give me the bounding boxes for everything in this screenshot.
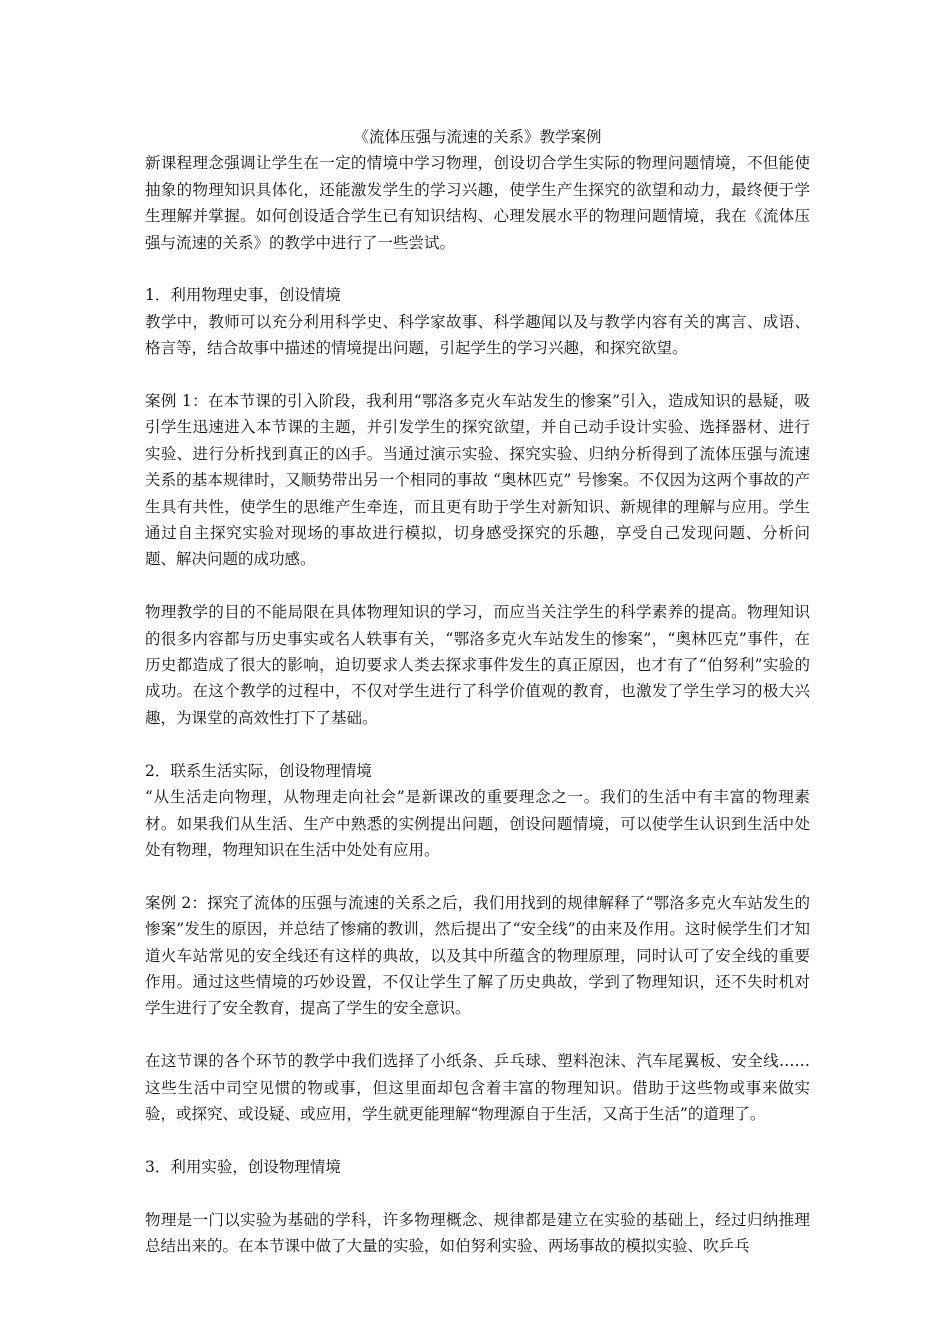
section-2-paragraph: “从生活走向物理，从物理走向社会”是新课改的重要理念之一。我们的生活中有丰富的物理素材。如果我们从生活、生产中熟悉的实例提出问题，创设问题情境，可以使学生认识到生活中处处有物理，物理知识在生活中处处有应用。 bbox=[145, 788, 810, 859]
paragraph-spacer bbox=[145, 1022, 810, 1048]
paragraph-spacer bbox=[145, 256, 810, 282]
paragraph-spacer bbox=[145, 1127, 810, 1153]
section-1-heading: 1．利用物理史事，创设情境 bbox=[145, 286, 341, 305]
paragraph-spacer bbox=[145, 362, 810, 388]
section-2-discussion-paragraph: 在这节课的各个环节的教学中我们选择了小纸条、乒乓球、塑料泡沫、汽车尾翼板、安全线……这些生活中司空见惯的物或事，但这里面却包含着丰富的物理知识。借助于这些物或事来做实验，或探究、或设疑、或应用，学生就更能理解“物理源自于生活，又高于生活”的道理了。 bbox=[145, 1052, 810, 1123]
paragraph-spacer bbox=[145, 731, 810, 757]
paragraph-spacer bbox=[145, 1180, 810, 1206]
section-3-paragraph: 物理是一门以实验为基础的学科，许多物理概念、规律都是建立在实验的基础上，经过归纳推理总结出来的。在本节课中做了大量的实验，如伯努利实验、两场事故的模拟实验、吹乒乓 bbox=[145, 1210, 810, 1255]
case-2-paragraph: 案例 2：探究了流体的压强与流速的关系之后，我们用找到的规律解释了“鄂洛多克火车站发生的惨案”发生的原因，并总结了惨痛的教训，然后提出了“安全线”的由来及作用。这时候学生们才知道火车站常见的安全线还有这样的典故，以及其中所蕴含的物理原理，同时认可了安全线的重要作用。通过这些情境的巧妙设置，不仅让学生了解了历史典故，学到了物理知识，还不失时机对学生进行了安全教育，提高了学生的安全意识。 bbox=[145, 893, 810, 1018]
case-1-paragraph: 案例 1：在本节课的引入阶段，我利用“鄂洛多克火车站发生的惨案”引入，造成知识的悬疑，吸引学生迅速进入本节课的主题，并引发学生的探究欲望，并自己动手设计实验、选择器材、进行实验、进行分析找到真正的凶手。当通过演示实验、探究实验、归纳分析得到了流体压强与流速关系的基本规律时，又顺势带出另一个相同的事故 “奥林匹克” 号惨案。不仅因为这两个事故的产生具有共性，使学生的思维产生牵连，而且更有助于学生对新知识、新规律的理解与应用。学生通过自主探究实验对现场的事故进行模拟，切身感受探究的乐趣，享受自己发现问题、分析问题、解决问题的成功感。 bbox=[145, 392, 810, 569]
section-3-heading: 3．利用实验，创设物理情境 bbox=[145, 1157, 341, 1176]
intro-paragraph: 新课程理念强调让学生在一定的情境中学习物理，创设切合学生实际的物理问题情境，不但能使抽象的物理知识具体化，还能激发学生的学习兴趣，使学生产生探究的欲望和动力，最终便于学生理解并掌握。如何创设适合学生已有知识结构、心理发展水平的物理问题情境，我在《流体压强与流速的关系》的教学中进行了一些尝试。 bbox=[145, 154, 810, 252]
section-1-discussion-paragraph: 物理教学的目的不能局限在具体物理知识的学习，而应当关注学生的科学素养的提高。物理知识的很多内容都与历史事实或名人轶事有关，“鄂洛多克火车站发生的惨案”，“奥林匹克”事件，在历史都造成了很大的影响，迫切要求人类去探求事件发生的真正原因，也才有了“伯努利”实验的成功。在这个教学的过程中，不仅对学生进行了科学价值观的教育，也激发了学生学习的极大兴趣，为课堂的高效性打下了基础。 bbox=[145, 603, 810, 727]
document-body bbox=[145, 124, 810, 1259]
paragraph-spacer bbox=[145, 573, 810, 599]
section-2-heading: 2．联系生活实际，创设物理情境 bbox=[145, 761, 372, 780]
section-1-paragraph: 教学中，教师可以充分利用科学史、科学家故事、科学趣闻以及与教学内容有关的寓言、成语、格言等，结合故事中描述的情境提出问题，引起学生的学习兴趣，和探究欲望。 bbox=[145, 312, 810, 358]
paragraph-spacer bbox=[145, 863, 810, 889]
document-title: 《流体压强与流速的关系》教学案例 bbox=[353, 128, 602, 146]
